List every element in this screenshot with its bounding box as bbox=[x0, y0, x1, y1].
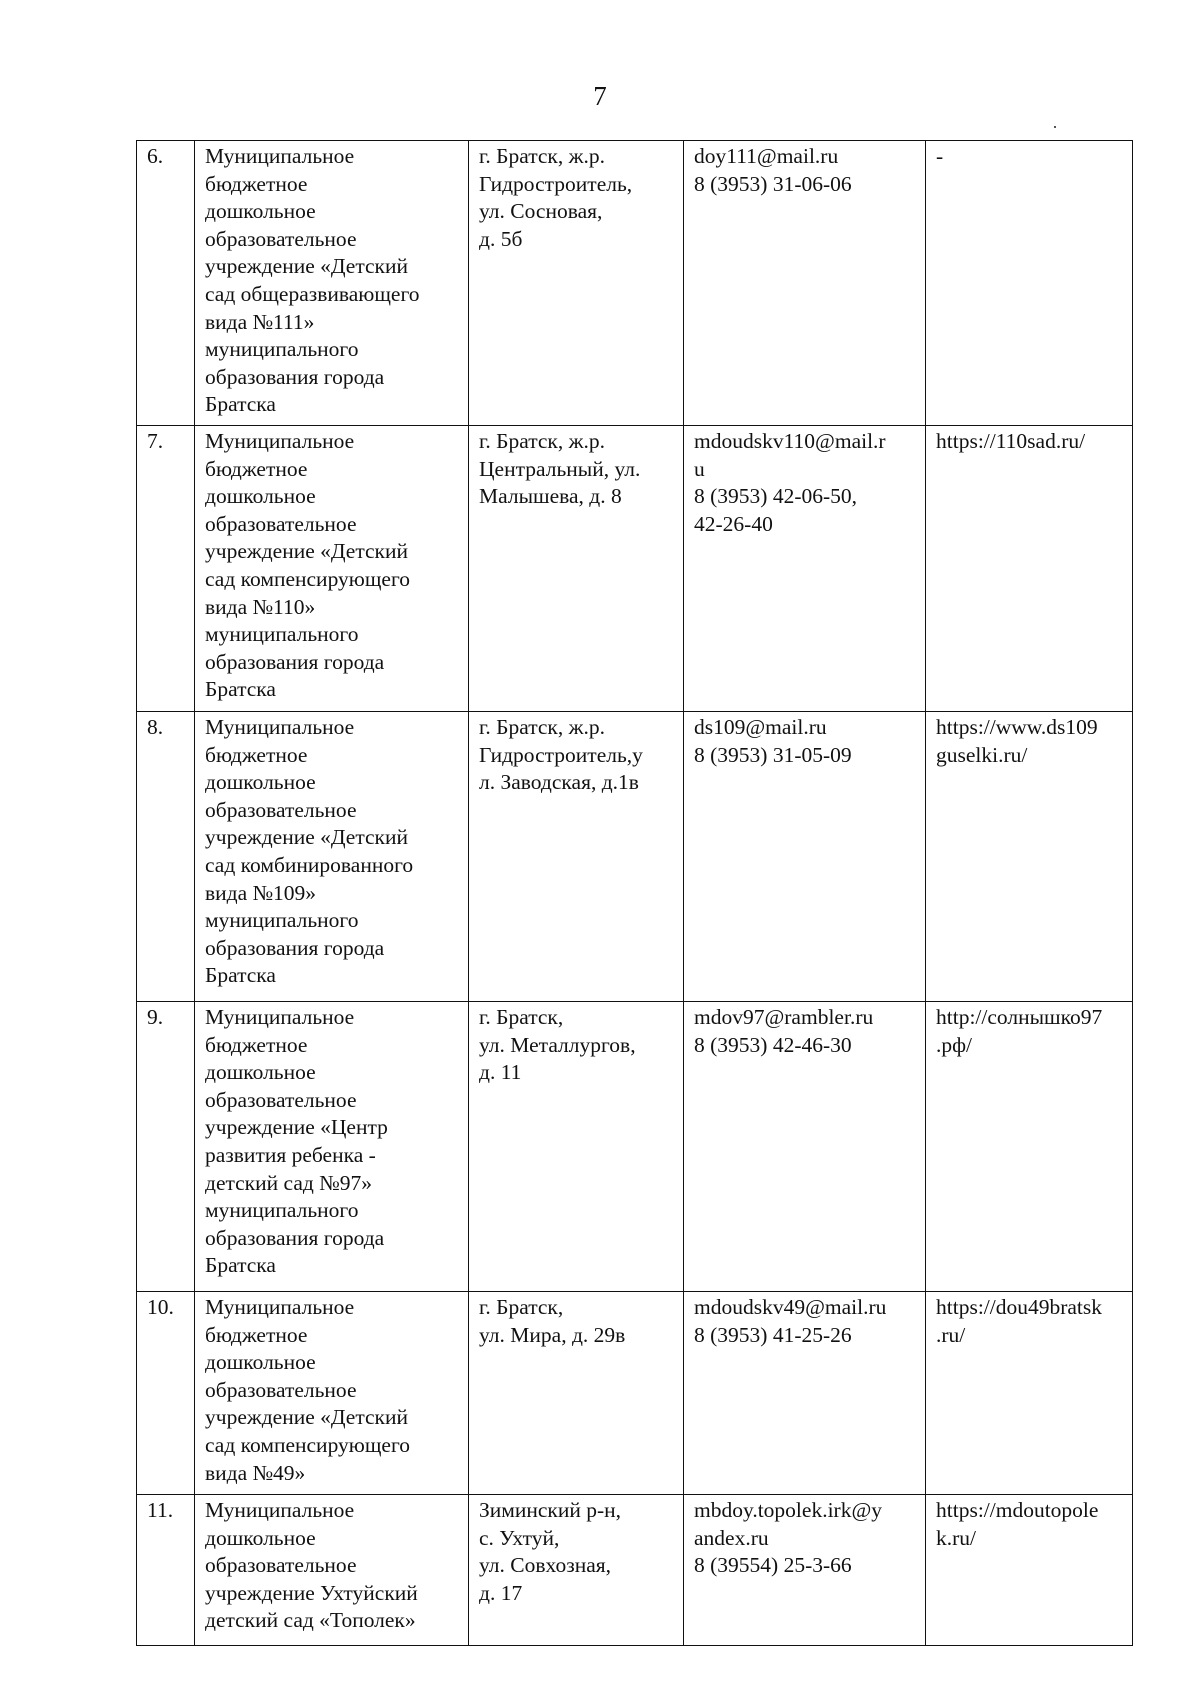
institution-name: Муниципальное бюджетное дошкольное образовательное учреждение «Детский сад компенсирующего вида №49» bbox=[195, 1292, 469, 1495]
page-number: 7 bbox=[593, 81, 607, 111]
institution-name: Муниципальное бюджетное дошкольное образовательное учреждение «Детский сад общеразвивающего вида №111» муниципального образования города Братска bbox=[195, 141, 469, 426]
row-number: 10. bbox=[137, 1292, 195, 1495]
institution-contacts: mdoudskv110@mail.r u 8 (3953) 42-06-50, 42-26-40 bbox=[684, 426, 926, 712]
institution-contacts: mdoudskv49@mail.ru 8 (3953) 41-25-26 bbox=[684, 1292, 926, 1495]
row-number: 7. bbox=[137, 426, 195, 712]
institution-address: Зиминский р-н, с. Ухтуй, ул. Совхозная, д. 17 bbox=[469, 1495, 684, 1646]
institution-contacts: mbdoy.topolek.irk@y andex.ru 8 (39554) 25-3-66 bbox=[684, 1495, 926, 1646]
institution-website[interactable]: https://mdoutopole k.ru/ bbox=[926, 1495, 1133, 1646]
row-number: 8. bbox=[137, 712, 195, 1002]
institution-website[interactable]: http://солнышко97 .рф/ bbox=[926, 1002, 1133, 1292]
institution-address: г. Братск, ж.р. Гидростроитель, ул. Сосновая, д. 5б bbox=[469, 141, 684, 426]
institutions-table bbox=[136, 140, 1133, 1646]
institution-website[interactable]: https://www.ds109 guselki.ru/ bbox=[926, 712, 1133, 1002]
institution-address: г. Братск, ж.р. Центральный, ул. Малышева, д. 8 bbox=[469, 426, 684, 712]
row-number: 9. bbox=[137, 1002, 195, 1292]
institution-contacts: ds109@mail.ru 8 (3953) 31-05-09 bbox=[684, 712, 926, 1002]
row-number: 11. bbox=[137, 1495, 195, 1646]
table-row bbox=[137, 1002, 1133, 1292]
table-row bbox=[137, 426, 1133, 712]
institution-name: Муниципальное бюджетное дошкольное образовательное учреждение «Центр развития ребенка - детский сад №97» муниципального образования города Братска bbox=[195, 1002, 469, 1292]
institution-name: Муниципальное дошкольное образовательное учреждение Ухтуйский детский сад «Тополек» bbox=[195, 1495, 469, 1646]
table-row bbox=[137, 1292, 1133, 1495]
institution-address: г. Братск, ж.р. Гидростроитель,у л. Заводская, д.1в bbox=[469, 712, 684, 1002]
table-row bbox=[137, 1495, 1133, 1646]
institution-contacts: mdov97@rambler.ru 8 (3953) 42-46-30 bbox=[684, 1002, 926, 1292]
institution-name: Муниципальное бюджетное дошкольное образовательное учреждение «Детский сад компенсирующего вида №110» муниципального образования города Братска bbox=[195, 426, 469, 712]
table-row bbox=[137, 712, 1133, 1002]
table-row bbox=[137, 141, 1133, 426]
row-number: 6. bbox=[137, 141, 195, 426]
institution-website[interactable]: https://dou49bratsk .ru/ bbox=[926, 1292, 1133, 1495]
institution-contacts: doy111@mail.ru 8 (3953) 31-06-06 bbox=[684, 141, 926, 426]
institution-website[interactable]: https://110sad.ru/ bbox=[926, 426, 1133, 712]
institution-website: - bbox=[926, 141, 1133, 426]
institution-name: Муниципальное бюджетное дошкольное образовательное учреждение «Детский сад комбинированного вида №109» муниципального образования города Братска bbox=[195, 712, 469, 1002]
institution-address: г. Братск, ул. Мира, д. 29в bbox=[469, 1292, 684, 1495]
scan-speck bbox=[1054, 126, 1056, 128]
institution-address: г. Братск, ул. Металлургов, д. 11 bbox=[469, 1002, 684, 1292]
